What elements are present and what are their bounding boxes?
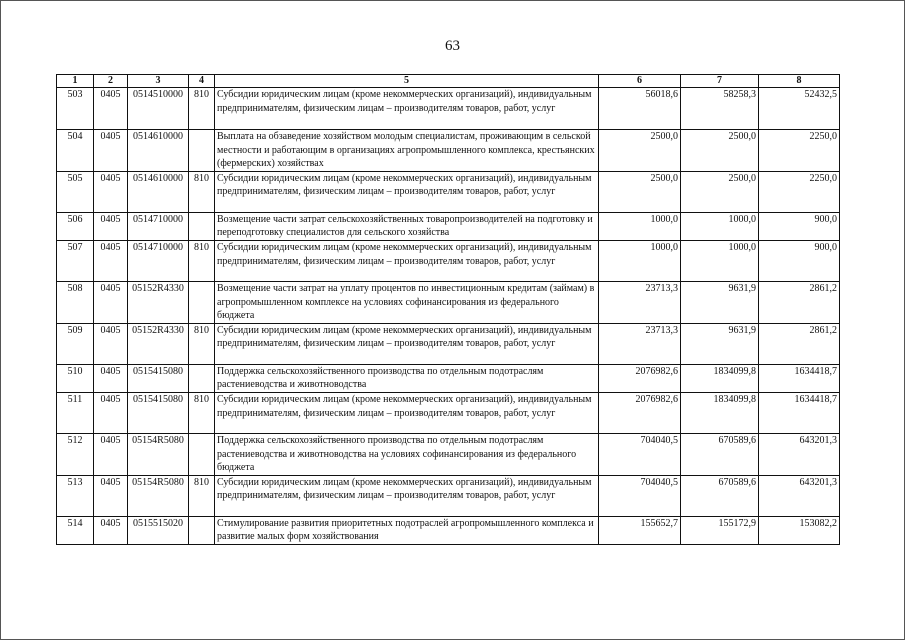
row-description: Субсидии юридическим лицам (кроме некоммерческих организаций), индивидуальным предпринимателям, физическим лицам – производителям товаров, работ, услуг <box>215 475 599 516</box>
row-number: 506 <box>57 212 94 240</box>
section-code: 0405 <box>94 323 128 364</box>
amount-col-7: 9631,9 <box>681 281 759 323</box>
expense-type-code <box>189 433 215 475</box>
expense-type-code <box>189 516 215 544</box>
row-number: 510 <box>57 364 94 392</box>
amount-col-6: 1000,0 <box>599 212 681 240</box>
target-article-code: 0514510000 <box>128 88 189 130</box>
amount-col-7: 670589,6 <box>681 433 759 475</box>
row-description: Поддержка сельскохозяйственного производства по отдельным подотраслям растениеводства и животноводства <box>215 364 599 392</box>
amount-col-6: 2076982,6 <box>599 364 681 392</box>
section-code: 0405 <box>94 281 128 323</box>
section-code: 0405 <box>94 130 128 172</box>
amount-col-8: 900,0 <box>759 240 840 281</box>
expense-type-code: 810 <box>189 475 215 516</box>
amount-col-8: 1634418,7 <box>759 364 840 392</box>
row-description: Субсидии юридическим лицам (кроме некоммерческих организаций), индивидуальным предпринимателям, физическим лицам – производителям товаров, работ, услуг <box>215 171 599 212</box>
amount-col-7: 1000,0 <box>681 240 759 281</box>
row-description: Стимулирование развития приоритетных подотраслей агропромышленного комплекса и развитие малых форм хозяйствования <box>215 516 599 544</box>
amount-col-7: 1000,0 <box>681 212 759 240</box>
amount-col-8: 2250,0 <box>759 171 840 212</box>
amount-col-8: 153082,2 <box>759 516 840 544</box>
amount-col-8: 900,0 <box>759 212 840 240</box>
expense-type-code: 810 <box>189 88 215 130</box>
table-row <box>57 392 840 433</box>
amount-col-6: 23713,3 <box>599 323 681 364</box>
expense-type-code: 810 <box>189 171 215 212</box>
table-header-row <box>57 75 840 88</box>
amount-col-7: 9631,9 <box>681 323 759 364</box>
row-number: 509 <box>57 323 94 364</box>
expense-type-code: 810 <box>189 240 215 281</box>
row-description: Поддержка сельскохозяйственного производства по отдельным подотраслям растениеводства и животноводства на условиях софинансирования из федерального бюджета <box>215 433 599 475</box>
target-article-code: 05154R5080 <box>128 433 189 475</box>
amount-col-8: 2250,0 <box>759 130 840 172</box>
table-row <box>57 88 840 130</box>
amount-col-6: 2500,0 <box>599 130 681 172</box>
amount-col-7: 1834099,8 <box>681 364 759 392</box>
amount-col-8: 643201,3 <box>759 475 840 516</box>
expense-type-code <box>189 130 215 172</box>
table-row <box>57 281 840 323</box>
amount-col-8: 2861,2 <box>759 323 840 364</box>
amount-col-7: 58258,3 <box>681 88 759 130</box>
target-article-code: 05154R5080 <box>128 475 189 516</box>
amount-col-6: 704040,5 <box>599 475 681 516</box>
table-row <box>57 212 840 240</box>
column-header: 5 <box>215 75 599 88</box>
page-number: 63 <box>445 38 460 54</box>
amount-col-6: 1000,0 <box>599 240 681 281</box>
expense-type-code <box>189 212 215 240</box>
row-description: Субсидии юридическим лицам (кроме некоммерческих организаций), индивидуальным предпринимателям, физическим лицам – производителям товаров, работ, услуг <box>215 392 599 433</box>
section-code: 0405 <box>94 240 128 281</box>
row-number: 512 <box>57 433 94 475</box>
row-description: Субсидии юридическим лицам (кроме некоммерческих организаций), индивидуальным предпринимателям, физическим лицам – производителям товаров, работ, услуг <box>215 240 599 281</box>
row-number: 511 <box>57 392 94 433</box>
amount-col-8: 2861,2 <box>759 281 840 323</box>
column-header: 2 <box>94 75 128 88</box>
row-number: 507 <box>57 240 94 281</box>
row-number: 513 <box>57 475 94 516</box>
section-code: 0405 <box>94 475 128 516</box>
amount-col-8: 52432,5 <box>759 88 840 130</box>
expense-type-code: 810 <box>189 392 215 433</box>
amount-col-8: 643201,3 <box>759 433 840 475</box>
expense-type-code <box>189 364 215 392</box>
amount-col-7: 2500,0 <box>681 171 759 212</box>
amount-col-7: 2500,0 <box>681 130 759 172</box>
column-header: 6 <box>599 75 681 88</box>
table-row <box>57 171 840 212</box>
target-article-code: 05152R4330 <box>128 323 189 364</box>
expense-type-code <box>189 281 215 323</box>
row-description: Выплата на обзаведение хозяйством молодым специалистам, проживающим в сельской местности и работающим в организациях агропромышленного комплекса, крестьянских (фермерских) хозяйствах <box>215 130 599 172</box>
amount-col-6: 2500,0 <box>599 171 681 212</box>
table-row <box>57 240 840 281</box>
row-number: 508 <box>57 281 94 323</box>
target-article-code: 05152R4330 <box>128 281 189 323</box>
row-number: 505 <box>57 171 94 212</box>
amount-col-7: 670589,6 <box>681 475 759 516</box>
table-row <box>57 323 840 364</box>
section-code: 0405 <box>94 392 128 433</box>
amount-col-6: 704040,5 <box>599 433 681 475</box>
target-article-code: 0514610000 <box>128 130 189 172</box>
table-row <box>57 130 840 172</box>
amount-col-6: 23713,3 <box>599 281 681 323</box>
table-row <box>57 433 840 475</box>
amount-col-6: 2076982,6 <box>599 392 681 433</box>
row-description: Субсидии юридическим лицам (кроме некоммерческих организаций), индивидуальным предпринимателям, физическим лицам – производителям товаров, работ, услуг <box>215 323 599 364</box>
amount-col-7: 155172,9 <box>681 516 759 544</box>
table-row <box>57 475 840 516</box>
section-code: 0405 <box>94 88 128 130</box>
target-article-code: 0515415080 <box>128 392 189 433</box>
row-description: Возмещение части затрат сельскохозяйственных товаропроизводителей на подготовку и переподготовку специалистов для сельского хозяйства <box>215 212 599 240</box>
amount-col-6: 155652,7 <box>599 516 681 544</box>
target-article-code: 0514710000 <box>128 212 189 240</box>
target-article-code: 0514710000 <box>128 240 189 281</box>
amount-col-6: 56018,6 <box>599 88 681 130</box>
section-code: 0405 <box>94 171 128 212</box>
target-article-code: 0515515020 <box>128 516 189 544</box>
row-number: 503 <box>57 88 94 130</box>
budget-table <box>56 74 840 545</box>
column-header: 1 <box>57 75 94 88</box>
target-article-code: 0514610000 <box>128 171 189 212</box>
row-description: Возмещение части затрат на уплату процентов по инвестиционным кредитам (займам) в агропромышленном комплексе на условиях софинансирования из федерального бюджета <box>215 281 599 323</box>
column-header: 4 <box>189 75 215 88</box>
amount-col-8: 1634418,7 <box>759 392 840 433</box>
column-header: 7 <box>681 75 759 88</box>
section-code: 0405 <box>94 364 128 392</box>
row-description: Субсидии юридическим лицам (кроме некоммерческих организаций), индивидуальным предпринимателям, физическим лицам – производителям товаров, работ, услуг <box>215 88 599 130</box>
row-number: 514 <box>57 516 94 544</box>
table-row <box>57 364 840 392</box>
section-code: 0405 <box>94 433 128 475</box>
table-row <box>57 516 840 544</box>
section-code: 0405 <box>94 212 128 240</box>
column-header: 3 <box>128 75 189 88</box>
row-number: 504 <box>57 130 94 172</box>
target-article-code: 0515415080 <box>128 364 189 392</box>
column-header: 8 <box>759 75 840 88</box>
expense-type-code: 810 <box>189 323 215 364</box>
section-code: 0405 <box>94 516 128 544</box>
amount-col-7: 1834099,8 <box>681 392 759 433</box>
